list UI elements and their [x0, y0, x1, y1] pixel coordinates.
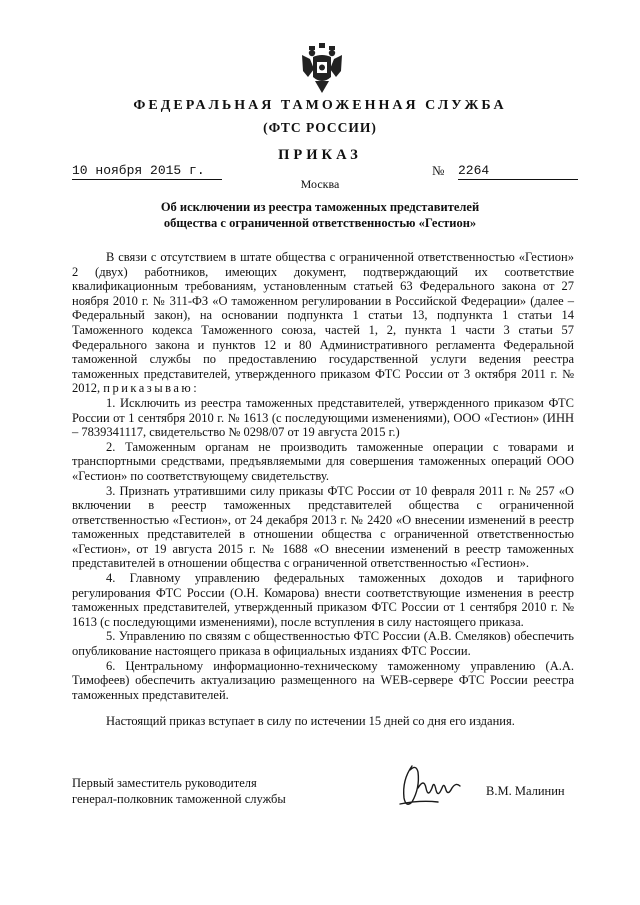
- intro-paragraph: [72, 250, 574, 396]
- order-item-5: 5. Управлению по связям с общественностью ФТС России (А.В. Смеляков) обеспечить опубликование настоящего приказа в официальных изданиях ФТС России.: [72, 629, 574, 659]
- intro-text: В связи с отсутствием в штате общества с ограниченной ответственностью «Гестион» 2 (двух) работников, имеющих документ, подтверждающий их соответствие квалификационным требованиям, установленным статьей 63 Федерального закона от 27 ноября 2010 г. № 311-ФЗ «О таможенном регулировании в Российской Федерации» (далее – Федеральный закон), на основании подпункта 1 статьи 13, подпункта 1 статьи 14 Таможенного кодекса Таможенного союза, частей 1, 2, пункта 1 части 3 статьи 57 Федерального закона и пунктов 12 и 80 Административного регламента Федеральной таможенной службы по предоставлению государственной услуги ведения реестра таможенных представителей, утвержденного приказом ФТС России от 3 октября 2011 г. № 2012,: [72, 250, 574, 396]
- order-item-6: 6. Центральному информационно-техническому таможенному управлению (А.А. Тимофеев) обеспечить актуализацию размещенного на WEB-сервере ФТС России реестра таможенных представителей.: [72, 658, 574, 702]
- order-body: [72, 250, 574, 729]
- closing-paragraph: Настоящий приказ вступает в силу по истечении 15 дней со дня его издания.: [106, 714, 515, 729]
- order-word: приказываю:: [103, 381, 200, 396]
- signatory-position-line-1: Первый заместитель руководителя: [72, 776, 257, 790]
- agency-name: ФЕДЕРАЛЬНАЯ ТАМОЖЕННАЯ СЛУЖБА: [133, 98, 507, 113]
- order-item-1: 1. Исключить из реестра таможенных представителей, утвержденного приказом ФТС России от 1 сентября 2010 г. № 1613 (с последующими изменениями), ООО «Гестион» (ИНН – 7839341117, свидетельство № 0298/07 от 19 августа 2015 г.): [72, 395, 574, 440]
- signatory-position-line-2: генерал-полковник таможенной службы: [72, 792, 286, 806]
- double-headed-eagle-icon: [300, 43, 344, 95]
- order-item-2: 2. Таможенным органам не производить таможенные операции с товарами и транспортными средствами, предъявляемыми для совершения таможенных операций ООО «Гестион» по соответствующему свидетельству.: [72, 439, 574, 483]
- order-item-4: 4. Главному управлению федеральных таможенных доходов и тарифного регулирования ФТС России (О.Н. Комарова) внести соответствующие изменения в реестр таможенных представителей, утвержденный приказом ФТС России от 1 сентября 2010 г. № 1613 (с последующими изменениями), после вступления в силу настоящего приказа.: [72, 571, 574, 629]
- document-type: ПРИКАЗ: [278, 147, 362, 163]
- signatory-name: В.М. Малинин: [486, 784, 565, 798]
- signatory-position: [72, 775, 286, 807]
- order-title: [100, 199, 540, 231]
- city: Москва: [300, 177, 340, 191]
- order-number-label: №: [432, 163, 445, 178]
- order-title-line-1: Об исключении из реестра таможенных представителей: [160, 200, 480, 214]
- handwritten-signature-icon: [390, 758, 470, 813]
- order-date: 10 ноября 2015 г.: [72, 163, 222, 180]
- order-item-3: 3. Признать утратившими силу приказы ФТС России от 10 февраля 2011 г. № 257 «О включении в реестр таможенных представителей общества с ограниченной ответственностью «Гестион», от 24 декабря 2013 г. № 2420 «О внесении изменений в реестр таможенных представителей в отношении общества с ограниченной ответственностью «Гестион», от 19 августа 2015 г. № 1688 «О внесении изменений в реестр таможенных представителей в отношении общества с ограниченной ответственностью «Гестион».: [72, 483, 574, 571]
- agency-abbreviation: (ФТС РОССИИ): [263, 120, 377, 135]
- order-title-line-2: общества с ограниченной ответственностью «Гестион»: [163, 216, 477, 230]
- order-number: 2264: [458, 163, 578, 180]
